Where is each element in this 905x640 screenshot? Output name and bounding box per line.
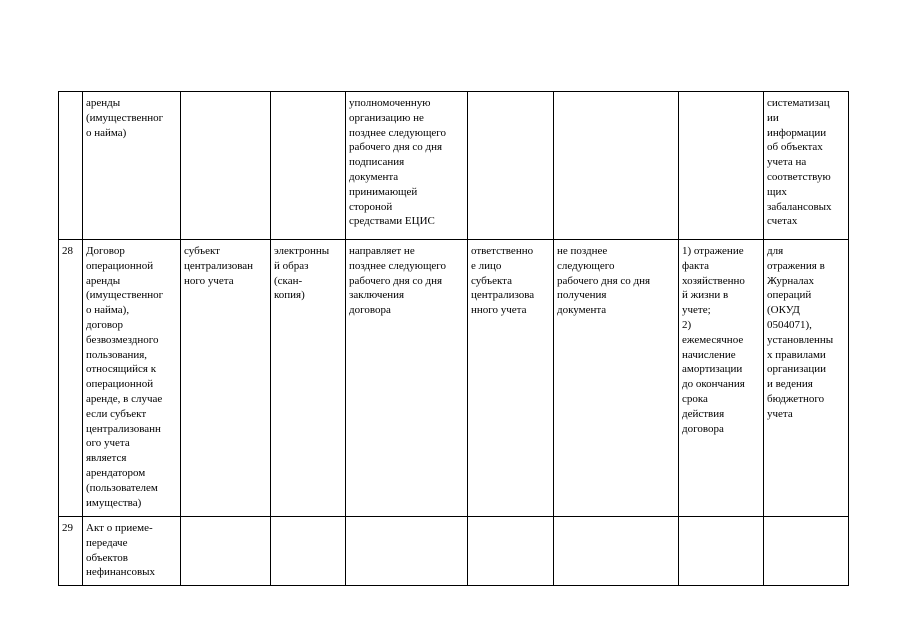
document-table	[58, 91, 849, 586]
processing-term-cell	[554, 517, 679, 586]
action-cell	[679, 517, 764, 586]
recipient-cell: ответственно е лицо субъекта централизова нного учета	[468, 240, 554, 517]
document-name-cell: аренды (имущественног о найма)	[83, 92, 181, 240]
format-cell	[271, 517, 346, 586]
transfer-term-cell: направляет не позднее следующего рабочего дня со дня заключения договора	[346, 240, 468, 517]
processing-term-cell: не позднее следующего рабочего дня со дня получения документа	[554, 240, 679, 517]
recipient-cell	[468, 517, 554, 586]
creator-cell	[181, 517, 271, 586]
action-cell	[679, 92, 764, 240]
document-name-cell: Договор операционной аренды (имущественног о найма), договор безвозмездного пользования, относящийся к операционной аренде, в случае если субъект централизованн ого учета является арендатором (пользователем имущества)	[83, 240, 181, 517]
transfer-term-cell	[346, 517, 468, 586]
table-row	[59, 517, 849, 586]
format-cell: электронны й образ (скан- копия)	[271, 240, 346, 517]
purpose-cell: систематизац ии информации об объектах учета на соответствую щих забалансовых счетах	[764, 92, 849, 240]
row-number: 29	[59, 517, 83, 586]
table-row	[59, 92, 849, 240]
row-number	[59, 92, 83, 240]
processing-term-cell	[554, 92, 679, 240]
transfer-term-cell: уполномоченную организацию не позднее следующего рабочего дня со дня подписания документа принимающей стороной средствами ЕЦИС	[346, 92, 468, 240]
format-cell	[271, 92, 346, 240]
action-cell: 1) отражение факта хозяйственно й жизни в учете; 2) ежемесячное начисление амортизации до окончания срока действия договора	[679, 240, 764, 517]
recipient-cell	[468, 92, 554, 240]
purpose-cell	[764, 517, 849, 586]
table-row	[59, 240, 849, 517]
document-name-cell: Акт о приеме- передаче объектов нефинансовых	[83, 517, 181, 586]
purpose-cell: для отражения в Журналах операций (ОКУД 0504071), установленны х правилами организации и ведения бюджетного учета	[764, 240, 849, 517]
row-number: 28	[59, 240, 83, 517]
creator-cell	[181, 92, 271, 240]
creator-cell: субъект централизован ного учета	[181, 240, 271, 517]
